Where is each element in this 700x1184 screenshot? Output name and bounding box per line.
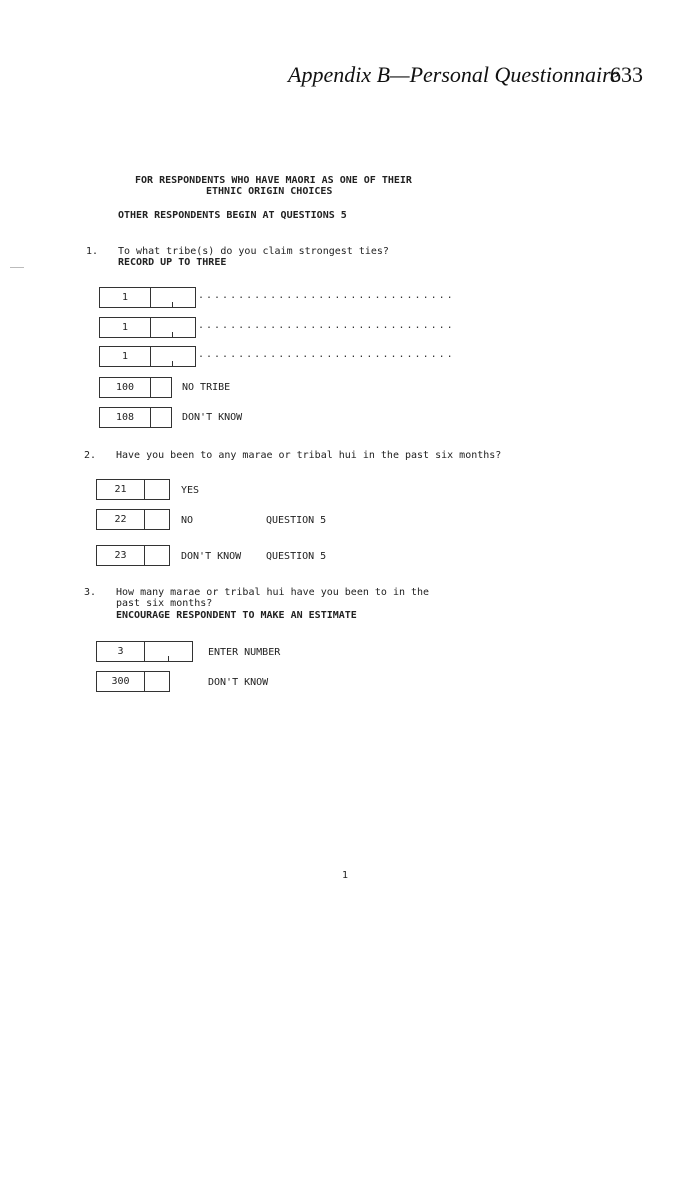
margin-mark bbox=[10, 267, 24, 268]
question-number: 2. bbox=[84, 450, 97, 461]
answer-box-yes[interactable] bbox=[96, 479, 170, 500]
skip-instruction: QUESTION 5 bbox=[266, 515, 327, 526]
answer-box-tribe-1[interactable] bbox=[99, 287, 196, 308]
answer-box-dont-know[interactable] bbox=[99, 407, 172, 428]
answer-code: 300 bbox=[97, 672, 145, 691]
answer-code: 23 bbox=[97, 546, 145, 565]
answer-box-enter-number[interactable] bbox=[96, 641, 193, 662]
digit-divider bbox=[172, 361, 173, 366]
option-label: DON'T KNOW bbox=[181, 551, 242, 562]
answer-box-tribe-3[interactable] bbox=[99, 346, 196, 367]
answer-code: 108 bbox=[100, 408, 151, 427]
option-label: DON'T KNOW bbox=[208, 677, 269, 688]
option-label: ENTER NUMBER bbox=[208, 647, 281, 658]
question-instruction: ENCOURAGE RESPONDENT TO MAKE AN ESTIMATE bbox=[116, 610, 357, 621]
question-text-line-2: past six months? bbox=[116, 598, 213, 609]
option-label: NO bbox=[181, 515, 194, 526]
header-title: Appendix B—Personal Questionnaire bbox=[288, 62, 620, 87]
answer-code: 22 bbox=[97, 510, 145, 529]
question-instruction: RECORD UP TO THREE bbox=[118, 257, 227, 268]
skip-instruction: QUESTION 5 bbox=[266, 551, 327, 562]
digit-divider bbox=[168, 656, 169, 661]
answer-code: 1 bbox=[100, 318, 151, 337]
answer-code: 1 bbox=[100, 288, 151, 307]
footer-page-number: 1 bbox=[342, 870, 349, 881]
question-text: To what tribe(s) do you claim strongest ties? bbox=[118, 246, 389, 257]
answer-box-tribe-2[interactable] bbox=[99, 317, 196, 338]
question-text-line-1: How many marae or tribal hui have you been to in the bbox=[116, 587, 430, 598]
question-number: 1. bbox=[86, 246, 99, 257]
answer-box-no[interactable] bbox=[96, 509, 170, 530]
option-label: DON'T KNOW bbox=[182, 412, 243, 423]
tribe-name-line-1[interactable]: ................................ bbox=[198, 290, 455, 301]
answer-code: 21 bbox=[97, 480, 145, 499]
tribe-name-line-3[interactable]: ................................ bbox=[198, 349, 455, 360]
intro-line-2: ETHNIC ORIGIN CHOICES bbox=[206, 186, 333, 197]
question-text: Have you been to any marae or tribal hui in the past six months? bbox=[116, 450, 502, 461]
answer-box-dont-know[interactable] bbox=[96, 671, 170, 692]
answer-code: 100 bbox=[100, 378, 151, 397]
answer-code: 3 bbox=[97, 642, 145, 661]
digit-divider bbox=[172, 332, 173, 337]
option-label: YES bbox=[181, 485, 200, 496]
answer-box-no-tribe[interactable] bbox=[99, 377, 172, 398]
question-number: 3. bbox=[84, 587, 97, 598]
tribe-name-line-2[interactable]: ................................ bbox=[198, 320, 455, 331]
answer-box-dont-know[interactable] bbox=[96, 545, 170, 566]
digit-divider bbox=[172, 302, 173, 307]
intro-line-3: OTHER RESPONDENTS BEGIN AT QUESTIONS 5 bbox=[118, 210, 347, 221]
option-label: NO TRIBE bbox=[182, 382, 231, 393]
header-page-number: 633 bbox=[610, 62, 643, 87]
intro-line-1: FOR RESPONDENTS WHO HAVE MAORI AS ONE OF THEIR bbox=[135, 175, 412, 186]
answer-code: 1 bbox=[100, 347, 151, 366]
